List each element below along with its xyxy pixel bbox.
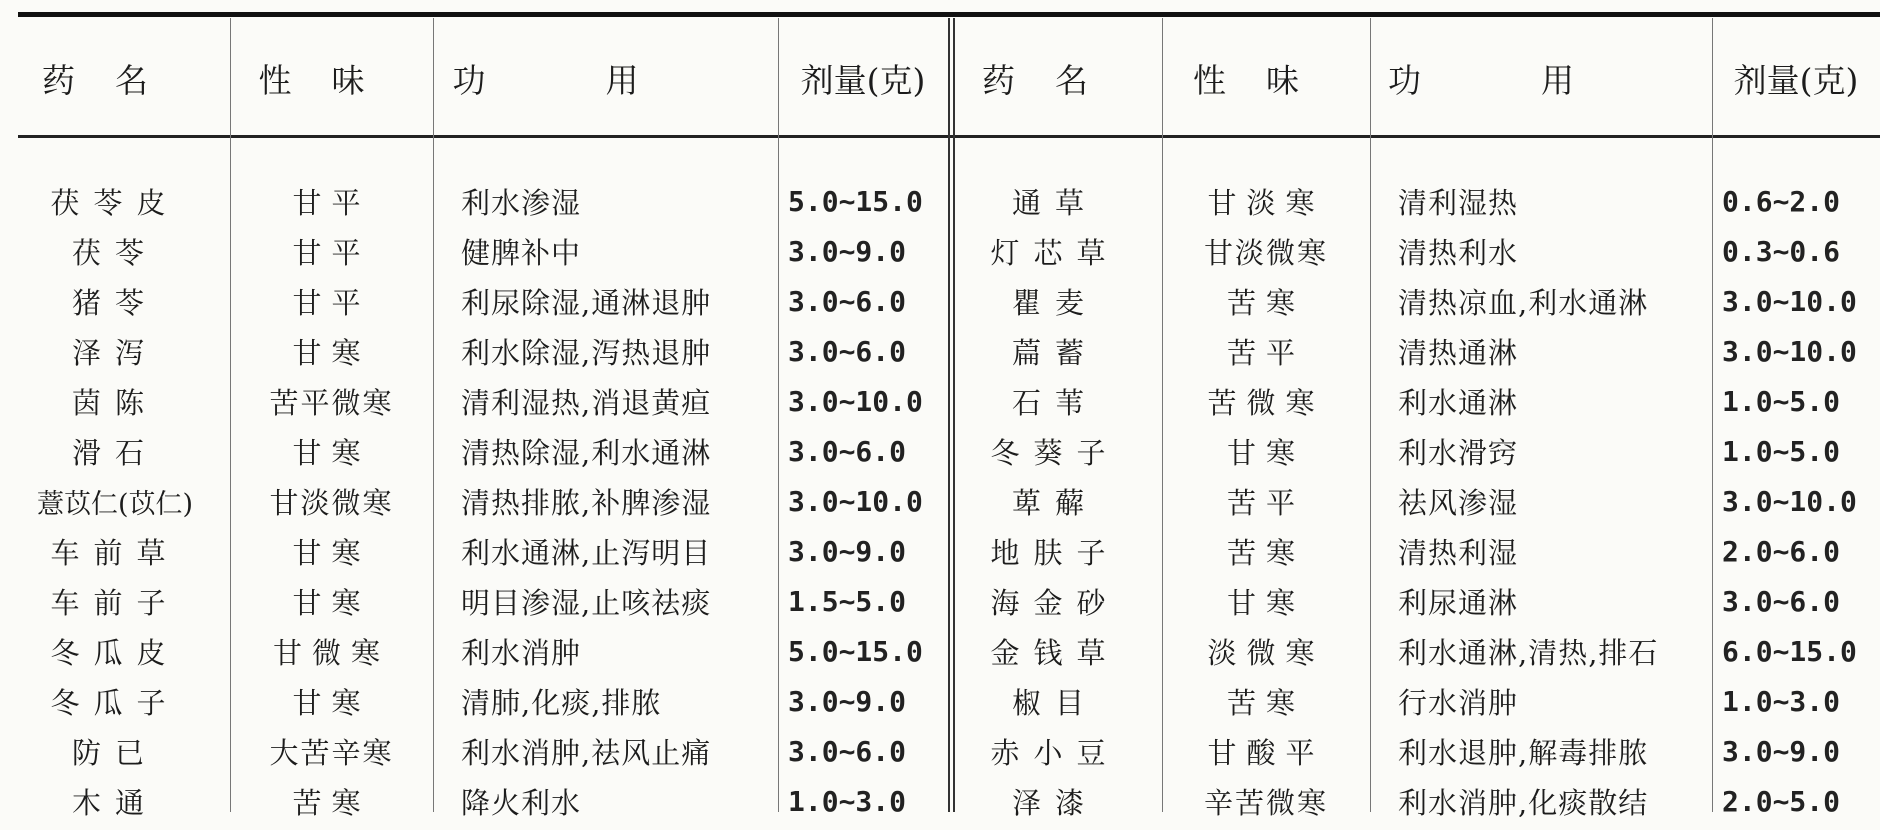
herb-function: 清利湿热 [1398,185,1519,220]
herb-function: 利水除湿,泻热退肿 [461,335,712,370]
herb-dose: 3.0~10.0 [1722,484,1857,518]
herb-name: 赤小豆 [990,735,1120,770]
herb-function: 清热通淋 [1398,335,1519,370]
herb-name: 萹蓄 [1011,335,1098,370]
herb-name: 冬葵子 [990,435,1120,470]
herb-dose: 3.0~10.0 [788,384,923,418]
herb-name: 茯苓 [71,235,158,270]
herb-name: 木通 [71,785,158,820]
herb-table [0,20,1880,826]
herb-function: 利水消肿 [461,635,582,670]
herb-taste: 甘寒 [292,685,371,720]
herb-function: 祛风渗湿 [1398,485,1519,520]
herb-taste: 苦平 [1226,335,1305,370]
herb-function: 清热除湿,利水通淋 [461,435,712,470]
table-row [0,226,1880,276]
herb-taste: 甘寒 [292,585,371,620]
herb-taste: 甘淡微寒 [269,485,394,520]
herb-name: 防已 [71,735,158,770]
herb-function: 利水通淋,清热,排石 [1398,635,1659,670]
herb-taste: 甘寒 [1226,585,1305,620]
herb-function: 利水滑窍 [1398,435,1519,470]
table-row [0,676,1880,726]
table-row [0,576,1880,626]
header-function: 功用 [452,60,759,100]
herb-dose: 3.0~6.0 [788,334,907,368]
herb-function: 健脾补中 [461,235,582,270]
herb-dose: 5.0~15.0 [788,634,923,668]
herb-name: 车前草 [50,535,180,570]
herb-dose: 1.0~3.0 [1722,684,1841,718]
herb-name: 金钱草 [990,635,1120,670]
herb-taste: 苦寒 [292,785,371,820]
herb-name: 冬瓜皮 [50,635,180,670]
herb-dose: 3.0~9.0 [788,534,907,568]
header-dose: 剂量(克) [1733,60,1859,100]
herb-name: 椒目 [1011,685,1098,720]
header-dose: 剂量(克) [800,60,926,100]
herb-name: 车前子 [50,585,180,620]
table-row [0,276,1880,326]
herb-taste: 甘平 [292,285,371,320]
herb-function: 利水退肿,解毒排脓 [1398,735,1649,770]
herb-function: 利水渗湿 [461,185,582,220]
herb-dose: 6.0~15.0 [1722,634,1857,668]
herb-name: 泽漆 [1011,785,1098,820]
herb-name: 冬瓜子 [50,685,180,720]
herb-taste: 甘寒 [292,435,371,470]
table-row [0,326,1880,376]
herb-name: 猪苓 [71,285,158,320]
header-taste: 性味 [258,60,405,100]
herb-taste: 甘寒 [1226,435,1305,470]
herb-function: 行水消肿 [1398,685,1519,720]
herb-taste: 苦寒 [1226,685,1305,720]
herb-function: 利尿通淋 [1398,585,1519,620]
herb-name: 茵陈 [71,385,158,420]
herb-function: 清利湿热,消退黄疸 [461,385,712,420]
herb-dose: 3.0~6.0 [788,284,907,318]
herb-dose: 2.0~6.0 [1722,534,1841,568]
table-row [0,376,1880,426]
herb-taste: 甘平 [292,235,371,270]
herb-dose: 0.3~0.6 [1722,234,1841,268]
header-row [0,20,1880,136]
herb-function: 清肺,化痰,排脓 [461,685,662,720]
herb-dose: 1.5~5.0 [788,584,907,618]
herb-taste: 甘平 [292,185,371,220]
table-row [0,476,1880,526]
herb-dose: 3.0~10.0 [788,484,923,518]
herb-dose: 3.0~9.0 [788,684,907,718]
herb-dose: 3.0~10.0 [1722,284,1857,318]
herb-function: 利水通淋,止泻明目 [461,535,712,570]
header-function: 功用 [1388,60,1694,100]
herb-function: 清热利水 [1398,235,1519,270]
herb-dose: 3.0~6.0 [1722,584,1841,618]
herb-dose: 1.0~5.0 [1722,384,1841,418]
herb-function: 清热凉血,利水通淋 [1398,285,1649,320]
herb-name: 灯芯草 [990,235,1120,270]
herb-dose: 3.0~10.0 [1722,334,1857,368]
herb-taste: 苦寒 [1226,535,1305,570]
table-row [0,726,1880,776]
herb-function: 清热排脓,补脾渗湿 [461,485,712,520]
header-taste: 性味 [1193,60,1339,100]
herb-name: 石苇 [1011,385,1098,420]
herb-taste: 苦平微寒 [269,385,394,420]
herb-dose: 2.0~5.0 [1722,784,1841,818]
herb-function: 利水通淋 [1398,385,1519,420]
herb-dose: 1.0~3.0 [788,784,907,818]
herb-taste: 苦平 [1226,485,1305,520]
header-name: 药名 [42,60,188,100]
herb-name: 海金砂 [990,585,1120,620]
herb-taste: 苦微寒 [1207,385,1325,420]
herb-taste: 甘淡微寒 [1203,235,1328,270]
table-row [0,136,1880,226]
herb-function: 降火利水 [461,785,582,820]
herb-taste: 甘寒 [292,335,371,370]
herb-dose: 0.6~2.0 [1722,184,1841,218]
table-row [0,776,1880,826]
herb-taste: 辛苦微寒 [1203,785,1328,820]
herb-name: 泽泻 [71,335,158,370]
herb-function: 利尿除湿,通淋退肿 [461,285,712,320]
herb-function: 利水消肿,祛风止痛 [461,735,712,770]
herb-taste: 大苦辛寒 [269,735,394,770]
herb-taste: 甘淡寒 [1207,185,1325,220]
table-row [0,426,1880,476]
herb-taste: 苦寒 [1226,285,1305,320]
herb-name: 薏苡仁(苡仁) [36,488,194,520]
herb-name: 瞿麦 [1011,285,1098,320]
herb-name: 地肤子 [990,535,1120,570]
herb-name: 茯苓皮 [50,185,180,220]
herb-function: 清热利湿 [1398,535,1519,570]
herb-function: 利水消肿,化痰散结 [1398,785,1649,820]
herb-taste: 淡微寒 [1207,635,1325,670]
herb-taste: 甘微寒 [272,635,390,670]
herb-taste: 甘寒 [292,535,371,570]
herb-name: 通草 [1011,185,1098,220]
herb-taste: 甘酸平 [1207,735,1325,770]
table-body [0,136,1880,826]
herb-dose: 5.0~15.0 [788,184,923,218]
herb-name: 萆薢 [1011,485,1098,520]
herb-dose: 3.0~6.0 [788,734,907,768]
herb-dose: 3.0~6.0 [788,434,907,468]
herb-function: 明目渗湿,止咳祛痰 [461,585,712,620]
herb-dose: 3.0~9.0 [1722,734,1841,768]
header-name: 药名 [982,60,1128,100]
herb-dose: 1.0~5.0 [1722,434,1841,468]
top-rule [18,12,1880,17]
herb-name: 滑石 [71,435,158,470]
herb-dose: 3.0~9.0 [788,234,907,268]
table-row [0,626,1880,676]
table-row [0,526,1880,576]
